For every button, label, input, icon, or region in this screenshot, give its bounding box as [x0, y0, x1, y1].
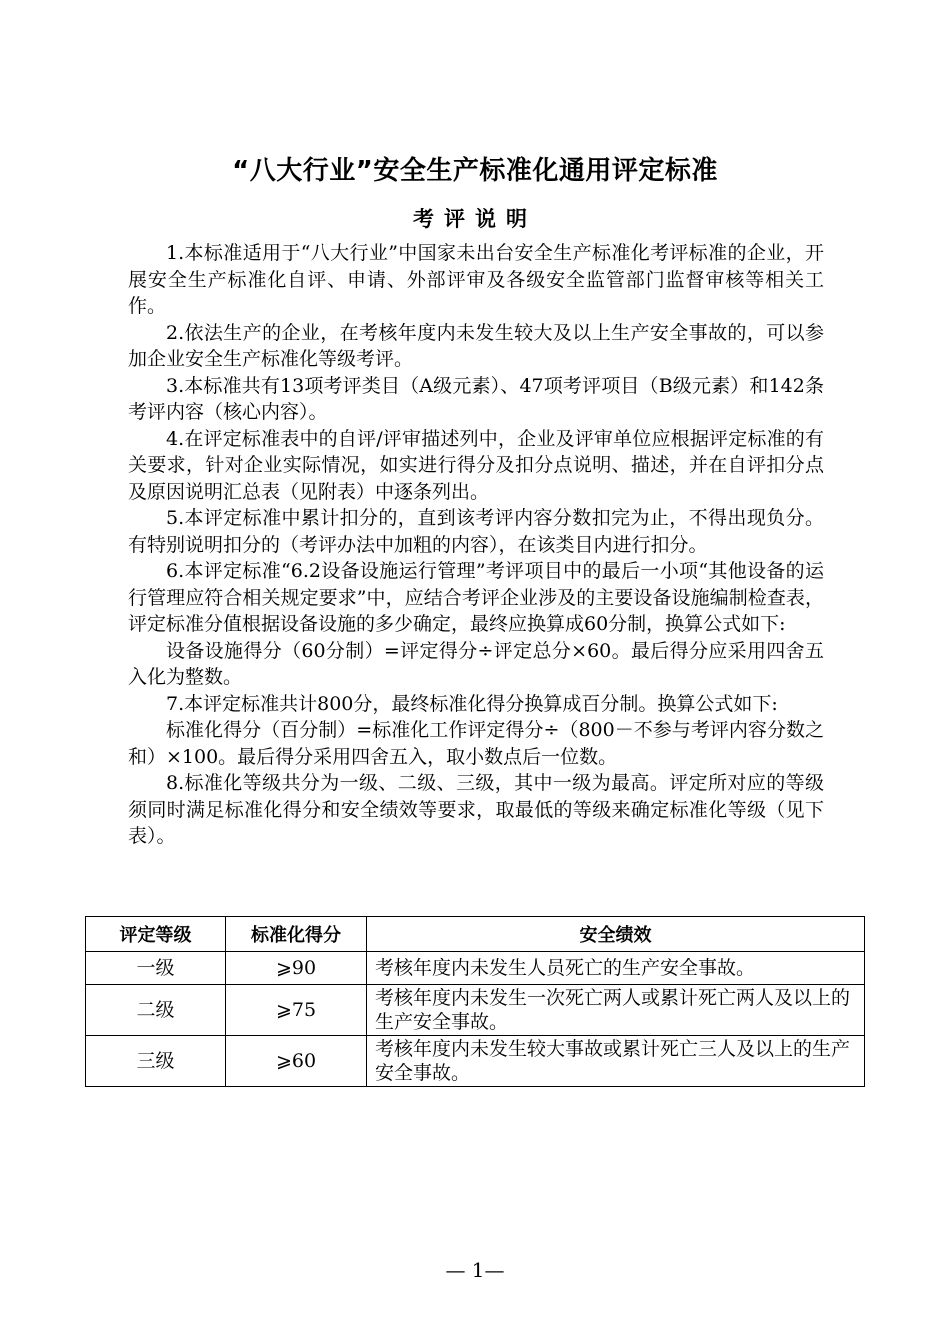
- grade-level-cell: 二级: [86, 985, 226, 1036]
- document-subtitle: 考评说明: [413, 207, 537, 231]
- paragraph-2: 2.依法生产的企业，在考核年度内未发生较大及以上生产安全事故的，可以参加企业安全生产标准化等级考评。: [128, 321, 824, 370]
- performance-cell: 考核年度内未发生较大事故或累计死亡三人及以上的生产安全事故。: [367, 1036, 865, 1087]
- performance-cell: 考核年度内未发生一次死亡两人或累计死亡两人及以上的生产安全事故。: [367, 985, 865, 1036]
- score-cell: ⩾90: [226, 952, 367, 985]
- grade-table: [85, 916, 865, 1087]
- body-text: [128, 240, 824, 850]
- table-row: [86, 1036, 865, 1087]
- paragraph-7: 7.本评定标准共计800分，最终标准化得分换算成百分制。换算公式如下:: [166, 692, 778, 715]
- header-safety-performance: 安全绩效: [367, 917, 865, 952]
- table-row: [86, 985, 865, 1036]
- performance-cell: 考核年度内未发生人员死亡的生产安全事故。: [367, 952, 865, 985]
- header-grade-level: 评定等级: [86, 917, 226, 952]
- page-number: — 1—: [445, 1258, 505, 1282]
- paragraph-1: 1.本标准适用于“八大行业”中国家未出台安全生产标准化考评标准的企业，开展安全生产标准化自评、申请、外部评审及各级安全监管部门监督审核等相关工作。: [128, 242, 824, 317]
- score-cell: ⩾60: [226, 1036, 367, 1087]
- paragraph-4: 4.在评定标准表中的自评/评审描述列中，企业及评审单位应根据评定标准的有关要求，针对企业实际情况，如实进行得分及扣分点说明、描述，并在自评扣分点及原因说明汇总表（见附表）中逐条列出。: [128, 427, 824, 503]
- paragraph-8: 8.标准化等级共分为一级、二级、三级，其中一级为最高。评定所对应的等级须同时满足标准化得分和安全绩效等要求，取最低的等级来确定标准化等级（见下表）。: [128, 772, 824, 847]
- formula-standardization: 标准化得分（百分制）=标准化工作评定得分÷（800－不参与考评内容分数之和）×100。最后得分采用四舍五入，取小数点后一位数。: [128, 719, 824, 768]
- paragraph-6: 6.本评定标准“6.2设备设施运行管理”考评项目中的最后一小项“其他设备的运行管理应符合相关规定要求”中，应结合考评企业涉及的主要设备设施编制检查表，评定标准分值根据设备设施的多少确定，最终应换算成60分制，换算公式如下:: [128, 560, 824, 635]
- score-cell: ⩾75: [226, 985, 367, 1036]
- grade-level-cell: 三级: [86, 1036, 226, 1087]
- paragraph-3: 3.本标准共有13项考评类目（A级元素）、47项考评项目（B级元素）和142条考评内容（核心内容）。: [128, 374, 824, 423]
- document-title: “八大行业”安全生产标准化通用评定标准: [232, 156, 718, 186]
- formula-equipment: 设备设施得分（60分制）=评定得分÷评定总分×60。最后得分应采用四舍五入化为整数。: [128, 639, 824, 688]
- table-header-row: [86, 917, 865, 952]
- table-row: [86, 952, 865, 985]
- grade-level-cell: 一级: [86, 952, 226, 985]
- paragraph-5: 5.本评定标准中累计扣分的，直到该考评内容分数扣完为止，不得出现负分。有特别说明扣分的（考评办法中加粗的内容），在该类目内进行扣分。: [128, 507, 824, 556]
- header-score: 标准化得分: [226, 917, 367, 952]
